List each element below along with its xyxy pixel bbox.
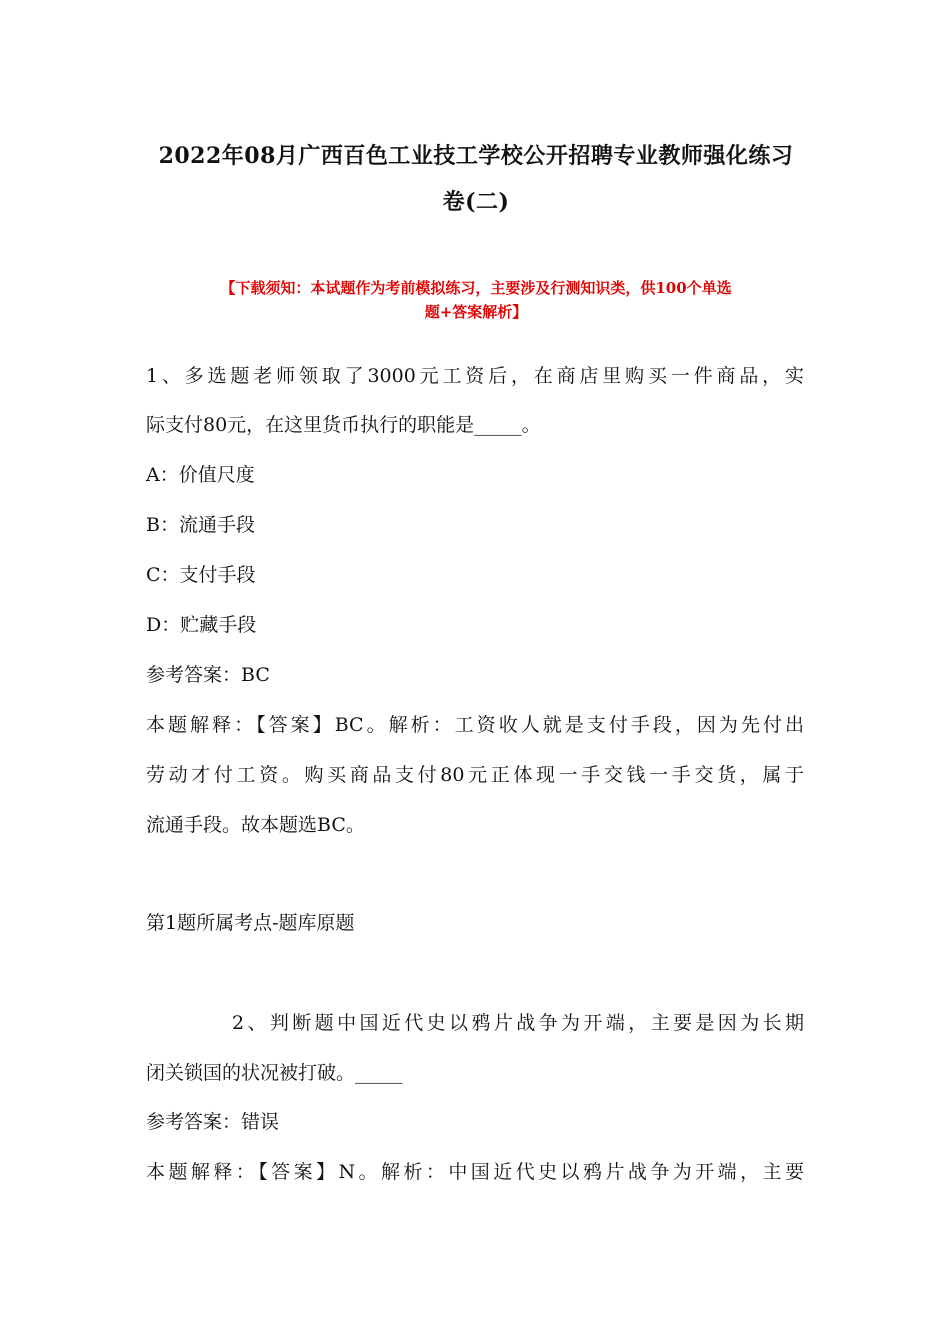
- q1-answer: 参考答案：BC: [146, 664, 270, 686]
- document-title-line2: 卷(二): [442, 189, 510, 215]
- q2-explanation-line1: 本题解释：【答案】N。解析：中国近代史以鸦片战争为开端，主要: [146, 1161, 804, 1183]
- q2-stem-line2: 闭关锁国的状况被打破。_____: [146, 1062, 403, 1084]
- q1-explanation-line3: 流通手段。故本题选BC。: [146, 814, 365, 836]
- q1-stem-line2: 际支付80元，在这里货币执行的职能是_____。: [146, 414, 541, 436]
- q1-explanation-line1: 本题解释：【答案】BC。解析：工资收人就是支付手段，因为先付出: [146, 714, 804, 736]
- q1-stem-line1: 1、多选题老师领取了3000元工资后，在商店里购买一件商品，实: [146, 365, 804, 387]
- q2-answer: 参考答案：错误: [146, 1111, 280, 1133]
- q1-option-d: D：贮藏手段: [146, 614, 257, 636]
- q1-topic: 第1题所属考点-题库原题: [146, 912, 355, 934]
- q2-stem-line1: 2、判断题中国近代史以鸦片战争为开端，主要是因为长期: [232, 1012, 804, 1034]
- q1-option-c: C：支付手段: [146, 564, 256, 586]
- download-notice-line1: 【下载须知：本试题作为考前模拟练习，主要涉及行测知识类，供100个单选: [220, 279, 732, 297]
- document-title-line1: 2022年08月广西百色工业技工学校公开招聘专业教师强化练习: [158, 143, 794, 169]
- q1-explanation-line2: 劳动才付工资。购买商品支付80元正体现一手交钱一手交货，属于: [146, 764, 804, 786]
- download-notice-line2: 题+答案解析】: [424, 303, 528, 321]
- q1-option-a: A：价值尺度: [146, 464, 255, 486]
- q1-option-b: B：流通手段: [146, 514, 255, 536]
